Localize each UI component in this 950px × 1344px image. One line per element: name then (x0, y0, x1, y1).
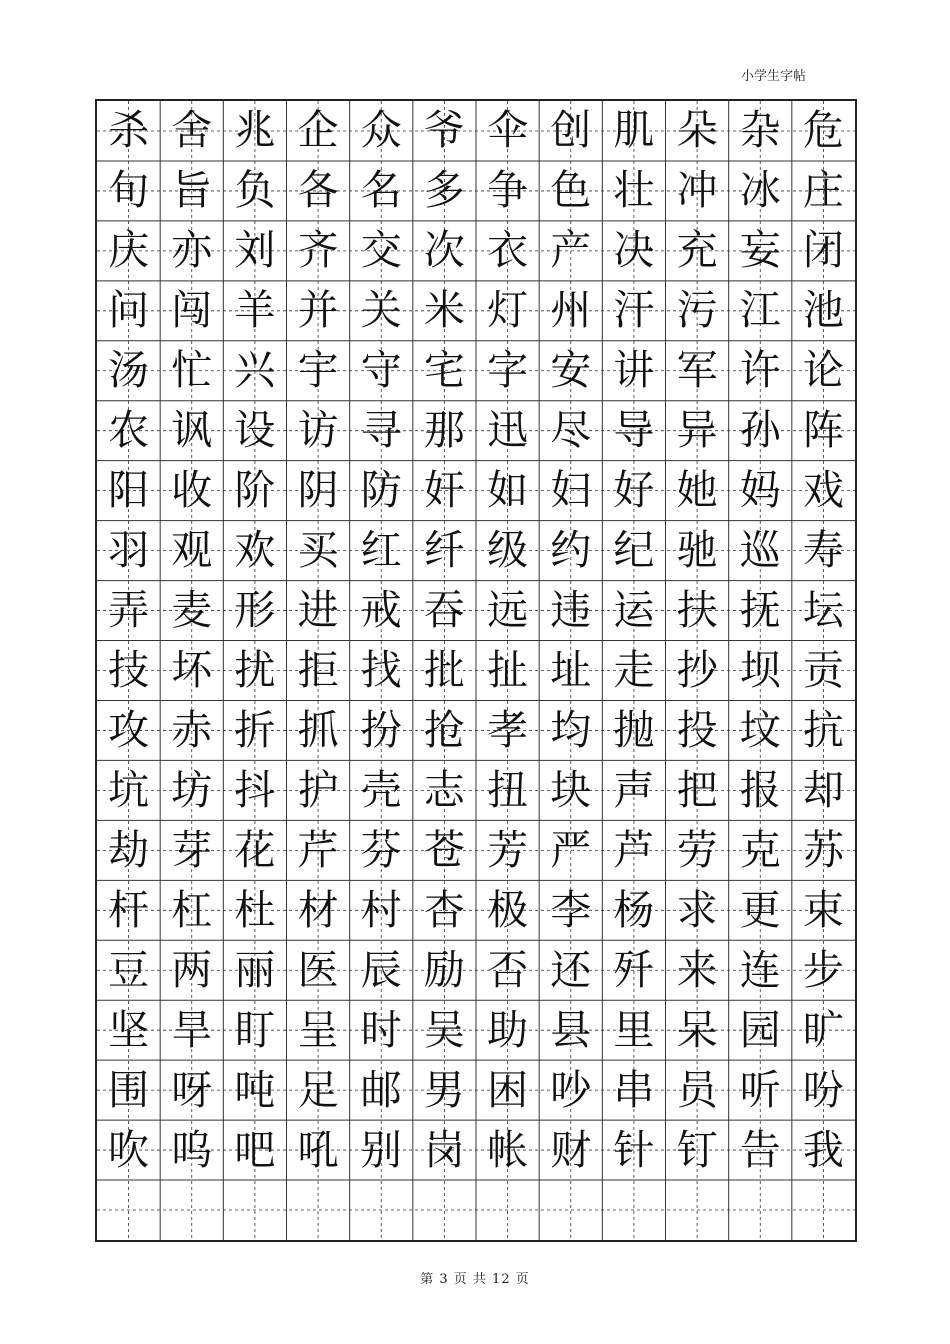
character-cell: 花 (234, 825, 276, 874)
character-cell: 串 (613, 1065, 655, 1114)
character-cell: 设 (234, 406, 276, 455)
page-header: 小学生字帖 (741, 69, 807, 84)
character-cell: 盯 (234, 1005, 276, 1054)
character-cell: 论 (802, 346, 844, 395)
character-cell: 兴 (234, 346, 276, 395)
character-cell: 址 (550, 645, 592, 694)
character-cell: 步 (802, 945, 844, 994)
character-cell: 多 (423, 166, 465, 215)
character-cell: 抄 (676, 645, 718, 694)
character-cell: 却 (802, 765, 844, 814)
character-cell: 孝 (487, 705, 529, 754)
character-cell: 舍 (171, 106, 213, 155)
character-cell: 芬 (360, 825, 402, 874)
character-cell: 男 (423, 1065, 465, 1114)
character-cell: 报 (739, 765, 781, 814)
character-cell: 守 (360, 346, 402, 395)
character-cell: 决 (613, 226, 655, 275)
character-cell: 众 (360, 106, 402, 155)
character-cell: 时 (360, 1005, 402, 1054)
character-cell: 负 (234, 166, 276, 215)
character-cell: 庆 (108, 226, 150, 275)
character-cell: 坟 (739, 705, 781, 754)
character-cell: 吵 (550, 1065, 592, 1114)
character-cell: 妈 (739, 466, 781, 515)
character-cell: 坛 (802, 586, 844, 635)
character-cell: 迅 (487, 406, 529, 455)
character-cell: 护 (297, 765, 339, 814)
character-cell: 农 (108, 406, 150, 455)
character-cell (223, 1180, 286, 1240)
character-cell: 江 (739, 286, 781, 335)
character-cell: 贡 (802, 645, 844, 694)
character-cell: 吹 (108, 1125, 150, 1174)
character-cell: 阴 (297, 466, 339, 515)
character-cell: 创 (550, 106, 592, 155)
character-cell: 妇 (550, 466, 592, 515)
character-cell: 芳 (487, 825, 529, 874)
character-cell (792, 1180, 855, 1240)
character-cell: 杆 (108, 885, 150, 934)
character-cell (350, 1180, 413, 1240)
character-cell: 讽 (171, 406, 213, 455)
character-cell: 丽 (234, 945, 276, 994)
character-cell: 折 (234, 705, 276, 754)
character-cell: 米 (423, 286, 465, 335)
character-cell: 名 (360, 166, 402, 215)
character-cell: 杂 (739, 106, 781, 155)
character-cell: 阵 (802, 406, 844, 455)
character-cell: 抚 (739, 586, 781, 635)
character-cell: 吨 (234, 1065, 276, 1114)
character-cell: 防 (360, 466, 402, 515)
character-cell: 两 (171, 945, 213, 994)
character-cell: 医 (297, 945, 339, 994)
character-cell: 讲 (613, 346, 655, 395)
character-cell: 块 (550, 765, 592, 814)
character-cell: 材 (297, 885, 339, 934)
character-cell: 歼 (613, 945, 655, 994)
character-cell: 爷 (423, 106, 465, 155)
character-cell: 抢 (423, 705, 465, 754)
character-cell: 吞 (423, 586, 465, 635)
character-cell (413, 1180, 476, 1240)
character-cell: 巡 (739, 526, 781, 575)
character-cell: 她 (676, 466, 718, 515)
character-cell: 坏 (171, 645, 213, 694)
character-cell: 走 (613, 645, 655, 694)
character-cell: 杀 (108, 106, 150, 155)
character-cell: 违 (550, 586, 592, 635)
character-cell: 旱 (171, 1005, 213, 1054)
character-cell: 抗 (802, 705, 844, 754)
character-cell: 麦 (171, 586, 213, 635)
character-cell: 收 (171, 466, 213, 515)
character-cell: 导 (613, 406, 655, 455)
character-cell: 我 (802, 1125, 844, 1174)
character-cell: 听 (739, 1065, 781, 1114)
character-cell: 呀 (171, 1065, 213, 1114)
character-cell (476, 1180, 539, 1240)
character-cell: 里 (613, 1005, 655, 1054)
character-cell: 孙 (739, 406, 781, 455)
character-cell: 杏 (423, 885, 465, 934)
character-cell: 关 (360, 286, 402, 335)
character-cell: 找 (360, 645, 402, 694)
character-cell: 投 (676, 705, 718, 754)
character-cell: 企 (297, 106, 339, 155)
character-cell: 拒 (297, 645, 339, 694)
character-cell: 奸 (423, 466, 465, 515)
character-cell: 寿 (802, 526, 844, 575)
character-cell: 村 (360, 885, 402, 934)
character-cell: 阶 (234, 466, 276, 515)
character-cell: 岗 (423, 1125, 465, 1174)
character-cell: 扮 (360, 705, 402, 754)
character-cell: 严 (550, 825, 592, 874)
character-cell: 来 (676, 945, 718, 994)
character-cell: 进 (297, 586, 339, 635)
character-cell: 吼 (297, 1125, 339, 1174)
character-cell: 红 (360, 526, 402, 575)
character-cell: 戒 (360, 586, 402, 635)
character-cell: 吧 (234, 1125, 276, 1174)
character-cell: 志 (423, 765, 465, 814)
character-cell: 旷 (802, 1005, 844, 1054)
character-cell: 衣 (487, 226, 529, 275)
character-cell: 弄 (108, 586, 150, 635)
character-cell: 吩 (802, 1065, 844, 1114)
character-cell: 抓 (297, 705, 339, 754)
character-cell: 并 (297, 286, 339, 335)
character-cell (602, 1180, 665, 1240)
character-cell: 扯 (487, 645, 529, 694)
character-cell: 扶 (676, 586, 718, 635)
character-cell: 亦 (171, 226, 213, 275)
character-cell: 安 (550, 346, 592, 395)
character-cell: 级 (487, 526, 529, 575)
character-cell: 辰 (360, 945, 402, 994)
character-cell: 妄 (739, 226, 781, 275)
character-cell: 告 (739, 1125, 781, 1174)
character-cell: 旬 (108, 166, 150, 215)
character-cell: 约 (550, 526, 592, 575)
character-cell: 戏 (802, 466, 844, 515)
character-cell: 批 (423, 645, 465, 694)
character-cell: 壮 (613, 166, 655, 215)
character-cell: 远 (487, 586, 529, 635)
character-cell: 园 (739, 1005, 781, 1054)
character-cell: 赤 (171, 705, 213, 754)
character-cell: 求 (676, 885, 718, 934)
character-cell: 围 (108, 1065, 150, 1114)
character-cell: 污 (676, 286, 718, 335)
character-cell: 军 (676, 346, 718, 395)
character-cell: 钉 (676, 1125, 718, 1174)
character-cell: 阳 (108, 466, 150, 515)
character-cell: 坊 (171, 765, 213, 814)
character-grid (95, 99, 857, 1242)
character-cell: 呆 (676, 1005, 718, 1054)
character-cell: 宇 (297, 346, 339, 395)
character-cell: 旨 (171, 166, 213, 215)
character-cell: 呜 (171, 1125, 213, 1174)
character-cell: 足 (297, 1065, 339, 1114)
character-cell: 许 (739, 346, 781, 395)
character-cell: 抖 (234, 765, 276, 814)
page-footer: 第 3 页 共 12 页 (420, 1272, 530, 1287)
character-cell: 劫 (108, 825, 150, 874)
character-cell: 还 (550, 945, 592, 994)
character-cell: 苏 (802, 825, 844, 874)
character-cell: 束 (802, 885, 844, 934)
character-cell (97, 1180, 160, 1240)
character-cell: 坑 (108, 765, 150, 814)
character-cell: 呈 (297, 1005, 339, 1054)
character-cell (287, 1180, 350, 1240)
character-cell: 杜 (234, 885, 276, 934)
character-cell: 庄 (802, 166, 844, 215)
character-cell: 均 (550, 705, 592, 754)
character-cell: 冰 (739, 166, 781, 215)
character-cell: 扰 (234, 645, 276, 694)
character-cell: 字 (487, 346, 529, 395)
character-cell: 兆 (234, 106, 276, 155)
character-cell: 极 (487, 885, 529, 934)
character-cell: 州 (550, 286, 592, 335)
character-cell: 池 (802, 286, 844, 335)
character-cell: 充 (676, 226, 718, 275)
character-cell: 励 (423, 945, 465, 994)
character-cell: 驰 (676, 526, 718, 575)
character-cell: 好 (613, 466, 655, 515)
character-cell: 声 (613, 765, 655, 814)
character-cell: 运 (613, 586, 655, 635)
character-cell: 壳 (360, 765, 402, 814)
character-cell: 连 (739, 945, 781, 994)
character-cell: 把 (676, 765, 718, 814)
character-cell: 宅 (423, 346, 465, 395)
character-cell: 形 (234, 586, 276, 635)
character-cell: 各 (297, 166, 339, 215)
character-cell: 欢 (234, 526, 276, 575)
character-cell: 技 (108, 645, 150, 694)
character-cell: 坚 (108, 1005, 150, 1054)
character-cell: 冲 (676, 166, 718, 215)
character-cell: 观 (171, 526, 213, 575)
character-cell (666, 1180, 729, 1240)
character-cell: 别 (360, 1125, 402, 1174)
character-cell: 针 (613, 1125, 655, 1174)
character-cell: 朵 (676, 106, 718, 155)
character-cell: 芦 (613, 825, 655, 874)
character-cell: 李 (550, 885, 592, 934)
character-cell: 杠 (171, 885, 213, 934)
character-cell: 克 (739, 825, 781, 874)
character-cell: 齐 (297, 226, 339, 275)
character-cell: 县 (550, 1005, 592, 1054)
character-cell: 忙 (171, 346, 213, 395)
character-cell: 交 (360, 226, 402, 275)
character-cell (539, 1180, 602, 1240)
character-cell: 豆 (108, 945, 150, 994)
character-cell: 邮 (360, 1065, 402, 1114)
character-cell: 劳 (676, 825, 718, 874)
character-cell: 纤 (423, 526, 465, 575)
character-cell: 否 (487, 945, 529, 994)
character-cell: 寻 (360, 406, 402, 455)
character-cell: 危 (802, 106, 844, 155)
character-cell: 汗 (613, 286, 655, 335)
character-cell: 苍 (423, 825, 465, 874)
character-cell: 色 (550, 166, 592, 215)
character-cell: 纪 (613, 526, 655, 575)
character-cell: 羽 (108, 526, 150, 575)
character-cell: 产 (550, 226, 592, 275)
character-cell: 争 (487, 166, 529, 215)
character-cell: 肌 (613, 106, 655, 155)
character-cell: 财 (550, 1125, 592, 1174)
character-cell: 助 (487, 1005, 529, 1054)
character-cell: 困 (487, 1065, 529, 1114)
character-cell (160, 1180, 223, 1240)
character-cell: 吴 (423, 1005, 465, 1054)
character-cell: 坝 (739, 645, 781, 694)
character-cell: 次 (423, 226, 465, 275)
character-cell: 如 (487, 466, 529, 515)
character-cell: 帐 (487, 1125, 529, 1174)
character-cell: 伞 (487, 106, 529, 155)
character-cell: 攻 (108, 705, 150, 754)
character-cell: 买 (297, 526, 339, 575)
character-cell: 刘 (234, 226, 276, 275)
character-cell: 员 (676, 1065, 718, 1114)
character-cell: 灯 (487, 286, 529, 335)
character-cell: 更 (739, 885, 781, 934)
character-cell: 闯 (171, 286, 213, 335)
character-cell: 杨 (613, 885, 655, 934)
character-cell: 异 (676, 406, 718, 455)
character-cell: 羊 (234, 286, 276, 335)
character-cell: 芹 (297, 825, 339, 874)
character-cell: 问 (108, 286, 150, 335)
character-cell: 扭 (487, 765, 529, 814)
character-cell: 芽 (171, 825, 213, 874)
character-cell: 那 (423, 406, 465, 455)
character-cell: 抛 (613, 705, 655, 754)
character-cell (729, 1180, 792, 1240)
character-cell: 尽 (550, 406, 592, 455)
character-cell: 闭 (802, 226, 844, 275)
character-cell: 汤 (108, 346, 150, 395)
character-cell: 访 (297, 406, 339, 455)
